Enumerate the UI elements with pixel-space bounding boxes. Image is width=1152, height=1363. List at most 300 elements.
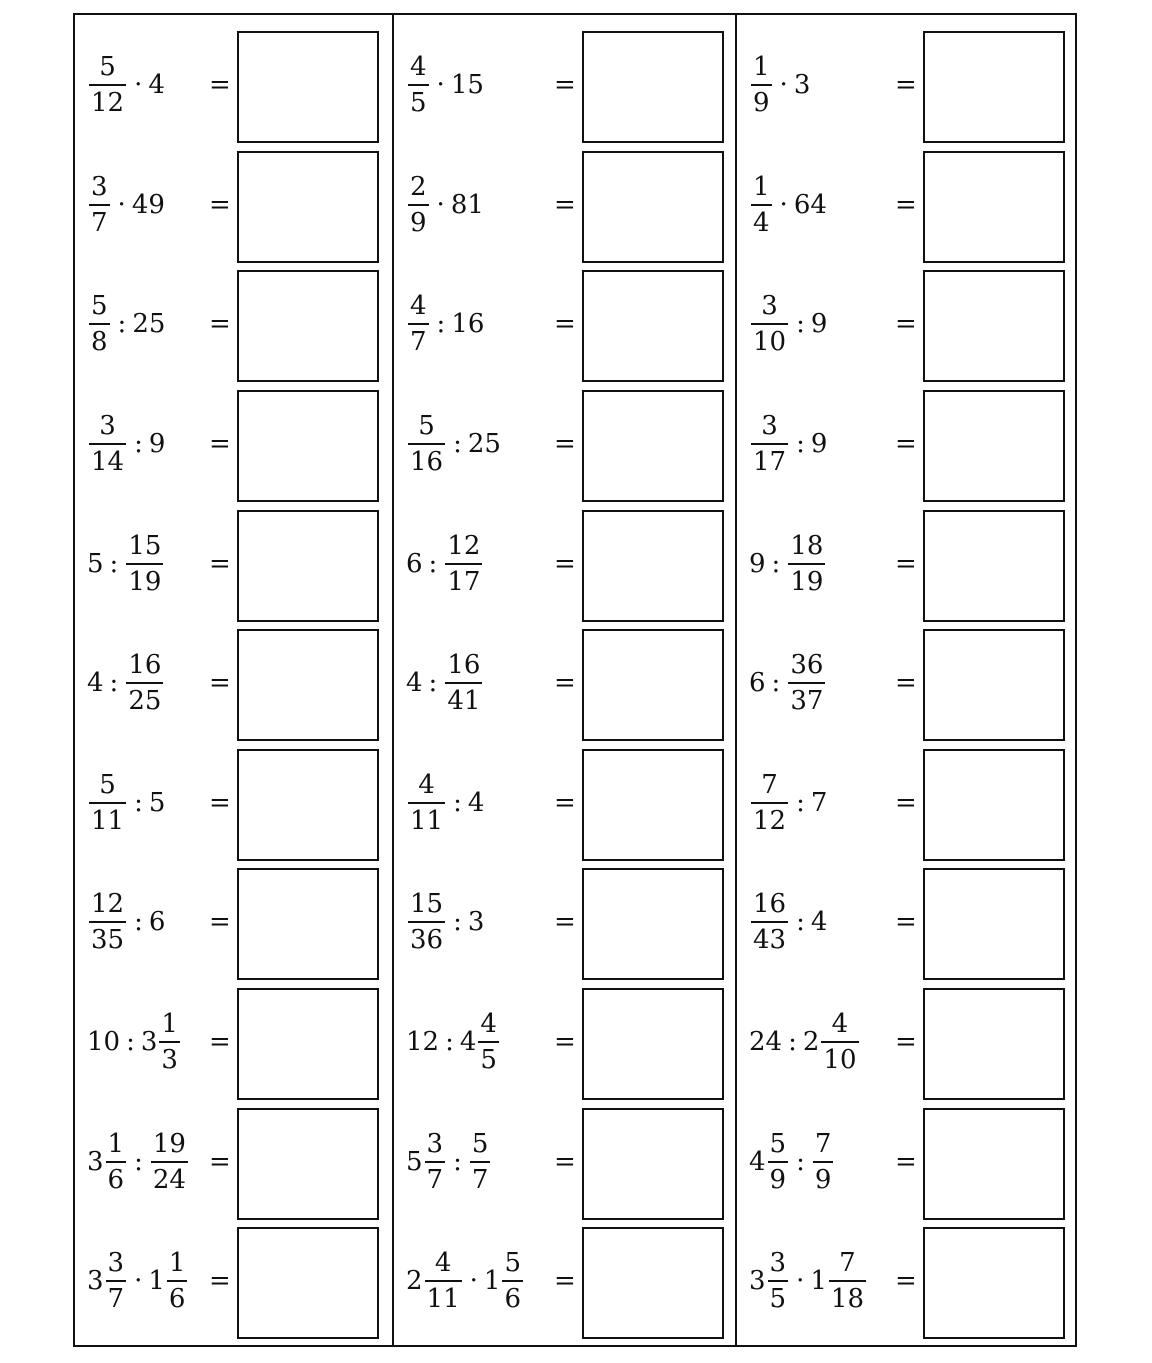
integer: 12 [406,1027,440,1058]
operator: : [428,668,438,699]
fraction [445,532,482,596]
answer-box[interactable] [237,868,379,980]
denominator: 37 [788,682,825,715]
exercise-row [737,866,1075,986]
denominator: 9 [751,84,772,117]
exercise-row [75,29,392,149]
integer: 24 [749,1027,783,1058]
equals-sign: = [209,70,231,100]
fraction [126,651,163,715]
equals-sign: = [895,548,917,579]
mixed-whole: 4 [749,1146,766,1177]
exercise-row [75,149,392,269]
fraction [788,651,825,715]
expression [87,268,165,380]
fraction [425,1130,446,1194]
answer-box[interactable] [923,390,1065,502]
expression [749,627,827,739]
denominator: 11 [89,802,126,835]
operator: : [428,548,438,579]
fraction [751,292,788,356]
equals-sign: = [209,1266,231,1297]
denominator: 18 [829,1280,866,1313]
denominator: 19 [126,563,163,596]
denominator: 3 [159,1041,180,1074]
answer-box[interactable] [582,151,724,263]
denominator: 7 [106,1280,127,1313]
mixed-whole: 3 [140,1027,158,1058]
answer-box[interactable] [582,1108,724,1220]
mixed-whole: 4 [459,1027,477,1058]
exercise-row [75,1106,392,1226]
equals-sign: = [554,309,576,340]
operator: : [453,428,462,459]
operator: : [453,1146,462,1177]
answer-box[interactable] [923,1227,1065,1339]
equals-sign: = [895,70,917,100]
integer: 6 [749,668,766,699]
expression [406,627,484,739]
integer: 6 [148,907,166,938]
exercise-row [394,149,735,269]
denominator: 6 [167,1280,188,1313]
mixed-whole: 3 [749,1266,766,1297]
answer-box[interactable] [582,510,724,622]
numerator: 3 [761,410,778,441]
numerator: 3 [761,291,778,322]
equals-sign: = [895,309,917,340]
operator: · [436,70,445,100]
numerator: 4 [831,1009,849,1040]
numerator: 1 [753,52,770,82]
exercise-row [737,1225,1075,1345]
fraction [89,412,126,476]
answer-box[interactable] [582,270,724,382]
expression [87,747,165,859]
mixed-whole: 5 [406,1146,423,1177]
expression [749,29,810,141]
denominator: 19 [788,563,825,596]
operator: : [134,1146,143,1177]
fraction [151,1130,188,1194]
exercise-row [737,747,1075,867]
numerator: 7 [839,1248,856,1279]
expression [749,1106,835,1218]
exercise-row [737,627,1075,747]
exercise-row [75,268,392,388]
exercise-row [75,388,392,508]
denominator: 7 [408,323,429,356]
expression [406,388,501,500]
denominator: 36 [408,921,445,954]
mixed-whole: 2 [406,1266,423,1297]
integer: 16 [451,309,485,340]
answer-box[interactable] [923,749,1065,861]
answer-box[interactable] [923,31,1065,143]
operator: : [796,907,805,938]
denominator: 5 [768,1280,789,1313]
operator: : [445,1027,454,1058]
column-1 [75,15,392,1345]
operator: : [796,309,805,340]
answer-box[interactable] [582,390,724,502]
numerator: 15 [128,530,162,561]
fraction [408,890,445,954]
denominator: 25 [126,682,163,715]
operator: : [796,428,805,459]
equals-sign: = [554,70,576,100]
equals-sign: = [209,1027,231,1058]
operator: · [134,1266,143,1297]
mixed-whole: 3 [87,1266,104,1297]
denominator: 6 [502,1280,523,1313]
answer-box[interactable] [237,749,379,861]
denominator: 4 [751,204,772,237]
equals-sign: = [209,428,231,459]
exercise-row [737,986,1075,1106]
fraction [106,1249,127,1313]
expression [406,29,484,141]
numerator: 5 [99,52,116,82]
answer-box[interactable] [923,629,1065,741]
equals-sign: = [895,189,917,220]
equals-sign: = [209,787,231,818]
equals-sign: = [209,189,231,220]
denominator: 7 [89,204,110,237]
fraction [408,292,429,356]
integer: 3 [467,907,485,938]
fraction [408,173,429,237]
fraction [751,53,772,117]
operator: : [771,668,781,699]
operator: : [134,428,143,459]
exercise-row [394,268,735,388]
denominator: 16 [408,443,445,476]
integer: 9 [749,548,766,579]
fraction [751,412,788,476]
integer: 81 [450,189,484,220]
worksheet [73,13,1077,1347]
fraction [89,292,110,356]
answer-box[interactable] [237,270,379,382]
answer-box[interactable] [237,1227,379,1339]
equals-sign: = [895,907,917,938]
operator: : [436,309,446,340]
equals-sign: = [895,1027,917,1058]
numerator: 3 [107,1248,125,1279]
operator: : [771,548,781,579]
numerator: 18 [790,530,824,561]
integer: 25 [132,309,166,340]
numerator: 16 [447,650,481,681]
numerator: 36 [790,650,824,681]
numerator: 12 [447,530,481,561]
operator: : [134,907,143,938]
fraction [829,1249,866,1313]
operator: · [779,189,788,220]
integer: 6 [406,548,423,579]
expression [406,1106,492,1218]
expression [87,29,165,141]
equals-sign: = [554,428,576,459]
expression [87,388,165,500]
expression [749,1225,868,1337]
numerator: 4 [410,291,427,322]
answer-box[interactable] [582,749,724,861]
numerator: 4 [480,1009,497,1040]
expression [406,268,484,380]
exercise-row [75,866,392,986]
denominator: 11 [425,1280,462,1313]
fraction [751,890,788,954]
equals-sign: = [209,1146,231,1177]
numerator: 7 [761,769,778,800]
answer-box[interactable] [582,1227,724,1339]
expression [87,1106,190,1218]
numerator: 5 [418,410,435,441]
answer-box[interactable] [237,510,379,622]
numerator: 19 [152,1128,186,1159]
denominator: 7 [470,1161,491,1194]
exercise-row [394,1106,735,1226]
expression [749,149,827,261]
expression [749,508,827,620]
equals-sign: = [554,907,576,938]
mixed-whole: 1 [810,1266,827,1297]
integer: 4 [87,668,104,699]
numerator: 3 [426,1128,444,1159]
answer-box[interactable] [923,1108,1065,1220]
denominator: 17 [751,443,788,476]
integer: 10 [87,1027,121,1058]
equals-sign: = [895,1146,917,1177]
answer-box[interactable] [582,629,724,741]
fraction [425,1249,462,1313]
numerator: 5 [91,291,108,322]
answer-box[interactable] [582,988,724,1100]
operator: : [453,907,462,938]
fraction [813,1130,834,1194]
integer: 4 [810,907,828,938]
answer-box[interactable] [923,151,1065,263]
mixed-whole: 1 [148,1266,165,1297]
operator: · [469,1266,478,1297]
exercise-row [75,1225,392,1345]
fraction [408,771,445,835]
equals-sign: = [554,189,576,220]
answer-box[interactable] [582,868,724,980]
equals-sign: = [209,668,231,699]
operator: : [788,1027,797,1058]
answer-box[interactable] [923,868,1065,980]
fraction [478,1010,499,1074]
numerator: 15 [410,889,444,920]
equals-sign: = [554,787,576,818]
fraction [106,1130,127,1194]
integer: 5 [87,548,104,579]
integer: 5 [148,787,166,818]
integer: 4 [406,668,423,699]
equals-sign: = [895,787,917,818]
answer-box[interactable] [923,988,1065,1100]
operator: : [796,787,805,818]
numerator: 7 [814,1128,832,1159]
operator: · [436,189,445,220]
denominator: 17 [445,563,482,596]
expression [87,627,165,739]
mixed-whole: 1 [483,1266,501,1297]
denominator: 6 [106,1161,127,1194]
expression [87,986,182,1098]
numerator: 2 [410,171,427,202]
answer-box[interactable] [582,31,724,143]
fraction [167,1249,188,1313]
exercise-row [737,149,1075,269]
expression [87,1225,189,1337]
operator: : [134,787,143,818]
denominator: 10 [821,1041,858,1074]
equals-sign: = [554,548,576,579]
denominator: 14 [89,443,126,476]
numerator: 1 [168,1248,186,1279]
equals-sign: = [554,1266,576,1297]
exercise-row [394,866,735,986]
integer: 4 [467,787,485,818]
exercise-row [394,29,735,149]
fraction [768,1130,789,1194]
integer: 9 [148,428,166,459]
denominator: 11 [408,802,445,835]
denominator: 5 [408,84,429,117]
numerator: 3 [91,171,108,202]
equals-sign: = [895,1266,917,1297]
equals-sign: = [895,428,917,459]
expression [406,866,484,978]
fraction [751,173,772,237]
denominator: 9 [408,204,429,237]
denominator: 43 [751,921,788,954]
integer: 64 [793,189,827,220]
operator: : [126,1027,135,1058]
numerator: 4 [410,52,427,82]
fraction [89,173,110,237]
operator: · [134,70,143,100]
operator: : [109,548,119,579]
expression [406,508,484,620]
denominator: 12 [751,802,788,835]
answer-box[interactable] [237,31,379,143]
answer-box[interactable] [237,988,379,1100]
exercise-row [75,627,392,747]
fraction [408,412,445,476]
fraction [89,53,126,117]
integer: 4 [148,70,165,100]
expression [406,1225,525,1337]
equals-sign: = [209,309,231,340]
expression [87,866,165,978]
fraction [470,1130,491,1194]
equals-sign: = [209,907,231,938]
expression [406,747,484,859]
answer-box[interactable] [923,510,1065,622]
operator: : [453,787,462,818]
exercise-row [737,29,1075,149]
answer-box[interactable] [237,1108,379,1220]
expression [749,866,827,978]
numerator: 3 [99,410,116,441]
exercise-row [75,747,392,867]
numerator: 5 [99,769,116,800]
exercise-row [75,986,392,1106]
numerator: 3 [769,1248,787,1279]
answer-box[interactable] [237,629,379,741]
denominator: 35 [89,921,126,954]
expression [749,388,827,500]
operator: : [796,1146,805,1177]
denominator: 10 [751,323,788,356]
numerator: 5 [769,1128,787,1159]
integer: 15 [450,70,484,100]
denominator: 9 [813,1161,834,1194]
operator: : [109,668,119,699]
exercise-row [394,1225,735,1345]
exercise-row [394,508,735,628]
numerator: 5 [471,1128,489,1159]
exercise-row [75,508,392,628]
numerator: 4 [434,1248,452,1279]
operator: · [796,1266,805,1297]
numerator: 16 [753,889,787,920]
fraction [788,532,825,596]
denominator: 8 [89,323,110,356]
numerator: 16 [128,650,162,681]
expression [749,268,827,380]
fraction [89,771,126,835]
denominator: 5 [478,1041,499,1074]
equals-sign: = [554,1146,576,1177]
numerator: 4 [418,769,435,800]
equals-sign: = [209,548,231,579]
expression [87,149,165,261]
fraction [126,532,163,596]
exercise-row [737,268,1075,388]
answer-box[interactable] [237,151,379,263]
numerator: 5 [504,1248,521,1279]
numerator: 1 [107,1128,125,1159]
fraction [768,1249,789,1313]
denominator: 7 [425,1161,446,1194]
fraction [502,1249,523,1313]
exercise-row [394,388,735,508]
denominator: 12 [89,84,126,117]
mixed-whole: 3 [87,1146,104,1177]
exercise-row [394,747,735,867]
integer: 7 [810,787,828,818]
answer-box[interactable] [237,390,379,502]
expression [406,986,501,1098]
column-2 [392,15,735,1345]
integer: 3 [793,70,811,100]
exercise-row [394,986,735,1106]
numerator: 1 [753,171,770,202]
fraction [408,53,429,117]
numerator: 12 [91,889,125,920]
equals-sign: = [554,668,576,699]
fraction [445,651,482,715]
expression [749,747,827,859]
answer-box[interactable] [923,270,1065,382]
integer: 9 [810,309,828,340]
